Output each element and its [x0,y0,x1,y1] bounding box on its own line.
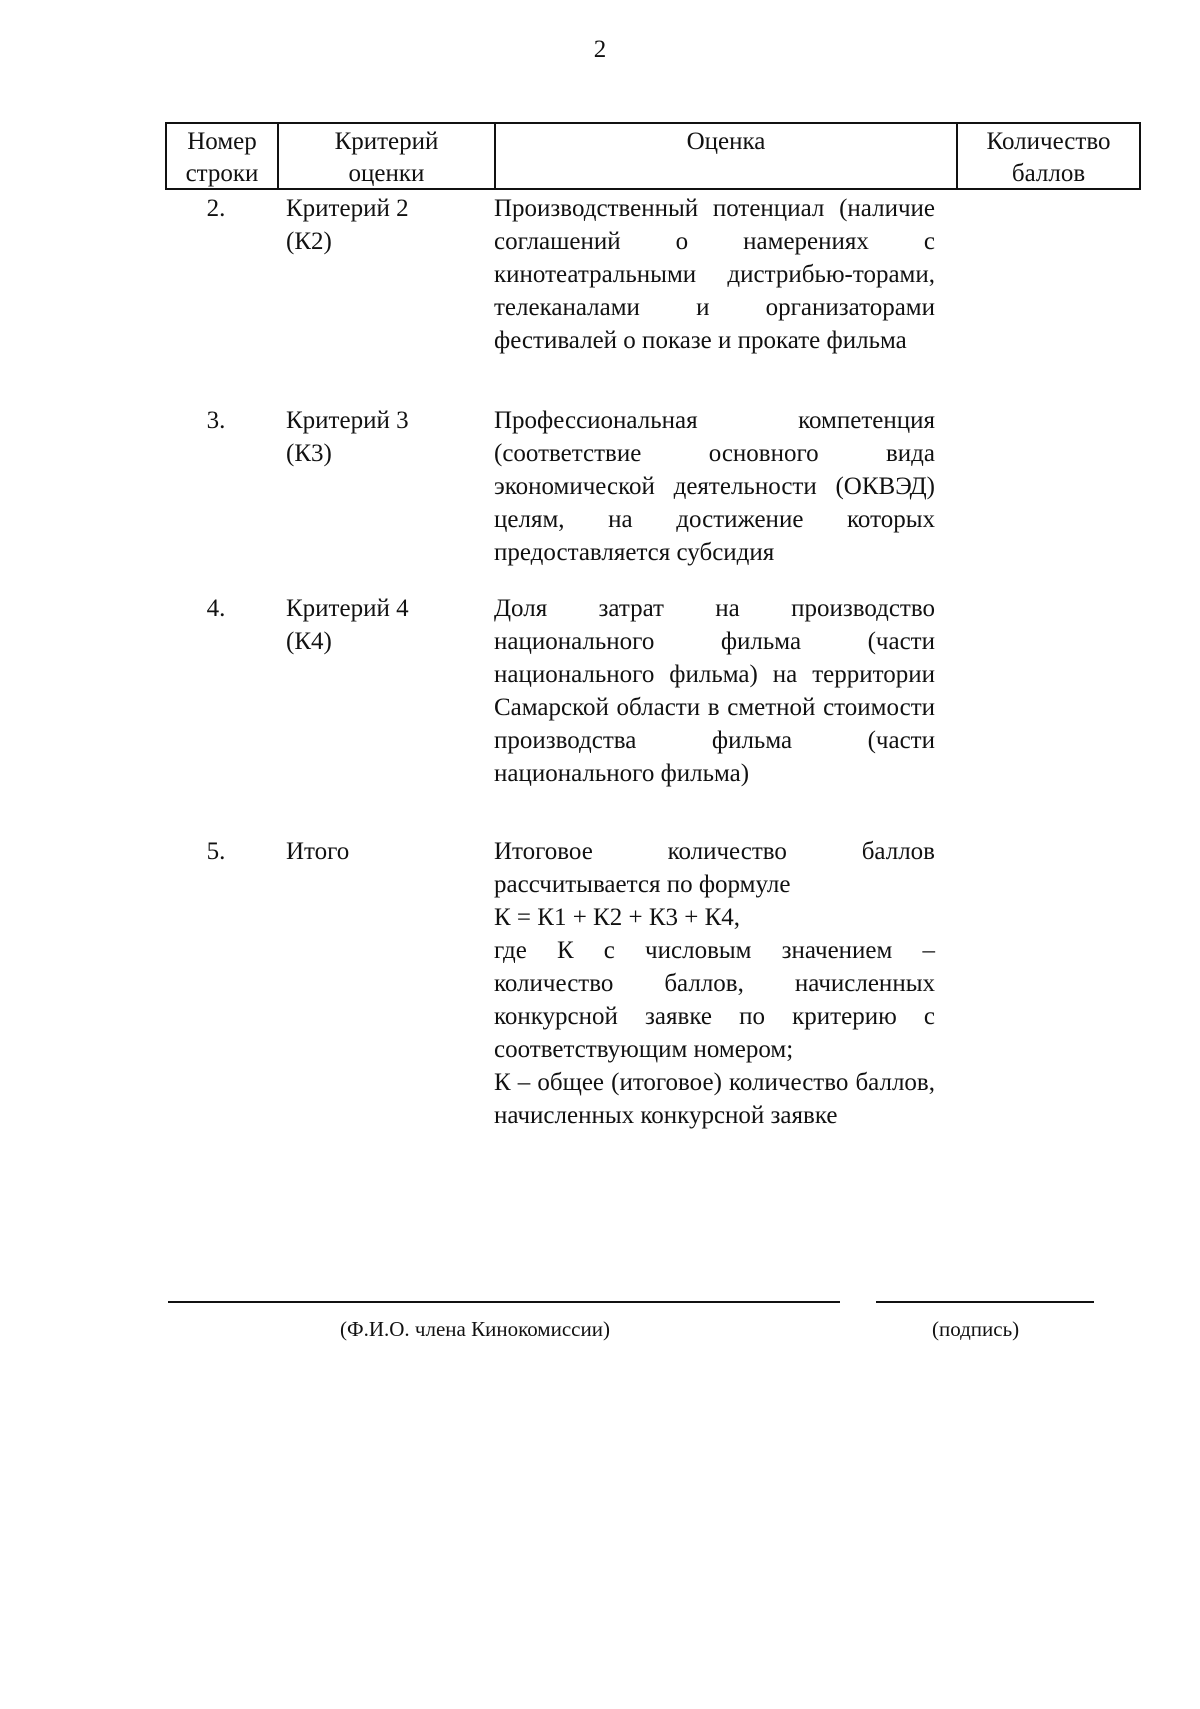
header-label-line1: Номер [187,128,257,155]
signature-label: (подпись) [932,1317,1020,1341]
total-formula: К = К1 + К2 + К3 + К4, [494,904,741,931]
evaluation-text: Профессиональная компетенция (соответствие основного вида экономической деятельности (ОКВЭД) целям, на достижение которых предоставляется субсидия [494,407,935,566]
header-points [958,124,1139,188]
header-row-number [167,124,279,188]
table-row [165,404,1141,592]
row-number: 3. [206,407,226,434]
criterion-name: Критерий 4 [286,595,409,622]
header-label-line1: Оценка [686,128,766,155]
row-evaluation [494,592,935,835]
row-criterion [165,835,494,1135]
criteria-table-body [165,192,1141,1135]
header-label-line2: баллов [1011,160,1086,187]
fio-label: (Ф.И.О. члена Кинокомиссии) [340,1317,610,1341]
table-row [165,835,1141,1135]
row-criterion [165,192,494,404]
header-label-line2: строки [185,160,259,187]
row-criterion [165,592,494,835]
header-label-line2: оценки [348,160,425,187]
evaluation-intro: Итоговое количество баллов рассчитывается по формуле [494,838,935,898]
table-row [165,192,1141,404]
row-evaluation [494,192,935,404]
signature-line [876,1301,1094,1303]
row-evaluation [494,835,935,1135]
row-evaluation [494,404,935,592]
criterion-code: (К2) [286,228,332,255]
criterion-name: Итого [286,838,350,865]
fio-line [168,1301,840,1303]
row-criterion [165,404,494,592]
page-number: 2 [593,36,607,63]
evaluation-text: Производственный потенциал (наличие соглашений о намерениях с кинотеатральными дистрибью-торами, телеканалами и организаторами фестивалей о показе и прокате фильма [494,195,935,354]
criterion-name: Критерий 2 [286,195,409,222]
header-evaluation [496,124,958,188]
header-criterion [279,124,496,188]
header-label-line1: Количество [986,128,1111,155]
criterion-name: Критерий 3 [286,407,409,434]
row-number: 5. [206,838,226,865]
header-label-line1: Критерий [334,128,439,155]
row-number: 2. [206,195,226,222]
evaluation-where: где К с числовым значением – количество баллов, начисленных конкурсной заявке по критерию с соответствующим номером; [494,937,935,1063]
criterion-code: (К3) [286,440,332,467]
evaluation-text: Доля затрат на производство национального фильма (части национального фильма) на территории Самарской области в сметной стоимости производства фильма (части национального фильма) [494,595,935,787]
evaluation-total: К – общее (итоговое) количество баллов, начисленных конкурсной заявке [494,1069,935,1129]
criteria-table-header [165,122,1141,190]
row-number: 4. [206,595,226,622]
criterion-code: (К4) [286,628,332,655]
table-row [165,592,1141,835]
